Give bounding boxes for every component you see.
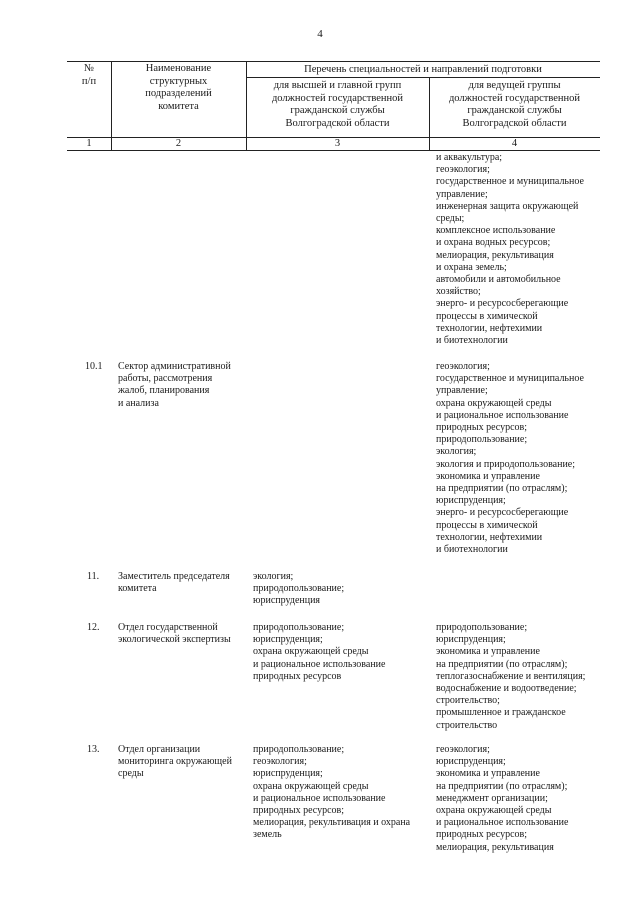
row-10-1-name: Сектор административной работы, рассмотрения жалоб, планирования и анализа	[118, 361, 231, 409]
row-12-higher-list: природопользование; юриспруденция; охрана окружающей среды и рациональное использование природных ресурсов	[253, 622, 386, 682]
index-row-bottom-border	[67, 150, 600, 151]
row-13-number: 13.	[87, 744, 100, 755]
row-12-name: Отдел государственной экологической экспертизы	[118, 622, 231, 646]
row-11-higher-list: экология; природопользование; юриспруденция	[253, 571, 345, 607]
page-number: 4	[317, 28, 323, 40]
index-cell-2: 2	[175, 138, 182, 149]
row-12-leading-list: природопользование; юриспруденция; экономика и управление на предприятии (по отраслям); теплогазоснабжение и вентиляция; водоснабжение и водоотведение; строительство; промышленное и гражданское строительство	[436, 622, 586, 731]
table-top-border	[67, 61, 600, 62]
header-col-higher-groups: для высшей и главной групп должностей государственной гражданской службы Волгоградской области	[271, 80, 404, 129]
row-12-number: 12.	[87, 622, 100, 633]
row-13-name: Отдел организации мониторинга окружающей среды	[118, 744, 232, 780]
row-11-name: Заместитель председателя комитета	[118, 571, 230, 595]
row-13-higher-list: природопользование; геоэкология; юриспруденция; охрана окружающей среды и рациональное использование природных ресурсов; мелиорация, рекультивация и охрана земель	[253, 744, 411, 841]
index-cell-3: 3	[334, 138, 341, 149]
header-col-specialties-list: Перечень специальностей и направлений подготовки	[304, 64, 542, 75]
header-col-number: № п/п	[81, 63, 97, 87]
row-10-1-leading-list: геоэкология; государственное и муниципальное управление; охрана окружающей среды и рациональное использование природных ресурсов; природопользование; экология; экология и природопользование; экономика и управление на предприятии (по отраслям); юриспруденция; энерго- и ресурсосберегающие процессы в химической технологии, нефтехимии и биотехнологии	[436, 361, 584, 556]
header-col-leading-group: для ведущей группы должностей государственной гражданской службы Волгоградской области	[448, 80, 581, 129]
header-col-subdivision-name: Наименование структурных подразделений комитета	[145, 63, 212, 112]
continuation-leading-list: и аквакультура; геоэкология; государственное и муниципальное управление; инженерная защита окружающей среды; комплексное использование и охрана водных ресурсов; мелиорация, рекультивация и охрана земель; автомобили и автомобильное хозяйство; энерго- и ресурсосберегающие процессы в химической технологии, нефтехимии и биотехнологии	[436, 152, 584, 347]
row-11-number: 11.	[87, 571, 100, 582]
row-13-leading-list: геоэкология; юриспруденция; экономика и управление на предприятии (по отраслям); менеджмент организации; охрана окружающей среды и рациональное использование природных ресурсов; мелиорация, рекультивация	[436, 744, 569, 853]
index-cell-4: 4	[511, 138, 518, 149]
header-sub-divider	[246, 77, 600, 78]
row-10-1-number: 10.1	[85, 361, 103, 372]
index-cell-1: 1	[86, 138, 92, 149]
